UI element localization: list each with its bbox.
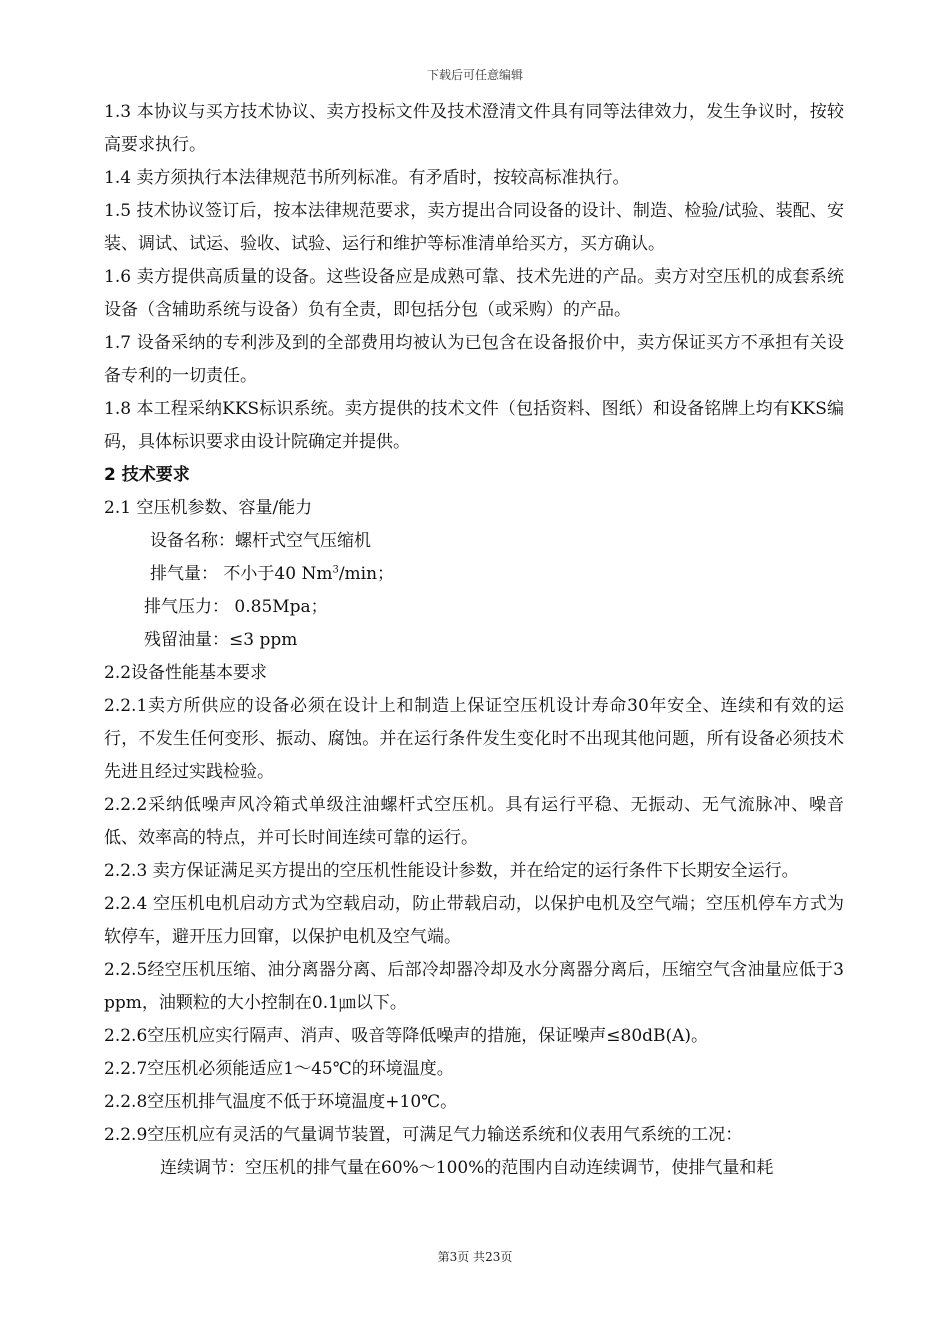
clause-1-3: 1.3 本协议与买方技术协议、卖方投标文件及技术澄清文件具有同等法律效力，发生争议时，按较高要求执行。 <box>104 102 844 155</box>
clause-1-6: 1.6 卖方提供高质量的设备。这些设备应是成熟可靠、技术先进的产品。卖方对空压机的成套系统设备（含辅助系统与设备）负有全责，即包括分包（或采购）的产品。 <box>104 267 844 320</box>
exhaust-pressure: 排气压力： 0.85Mpa； <box>144 597 328 617</box>
clause-2-2-7: 2.2.7空压机必须能适应1～45℃的环境温度。 <box>104 1059 454 1079</box>
clause-2-2-9: 2.2.9空压机应有灵活的气量调节装置，可满足气力输送系统和仪表用气系统的工况： <box>104 1125 743 1145</box>
device-name: 设备名称：螺杆式空气压缩机 <box>150 531 371 551</box>
clause-2-2-4: 2.2.4 空压机电机启动方式为空载启动，防止带载启动，以保护电机及空气端；空压机停车方式为软停车，避开压力回窜，以保护电机及空气端。 <box>104 894 844 947</box>
clause-2-2-6: 2.2.6空压机应实行隔声、消声、吸音等降低噪声的措施，保证噪声≤80dB(A)。 <box>104 1026 709 1046</box>
clause-1-8: 1.8 本工程采纳KKS标识系统。卖方提供的技术文件（包括资料、图纸）和设备铭牌上均有KKS编码，具体标识要求由设计院确定并提供。 <box>104 399 844 452</box>
clause-1-5: 1.5 技术协议签订后，按本法律规范要求，卖方提出合同设备的设计、制造、检验/试验、装配、安装、调试、试运、验收、试验、运行和维护等标准清单给买方，买方确认。 <box>104 201 844 254</box>
residual-oil: 残留油量：≤3 ppm <box>144 630 298 650</box>
continuous-regulation: 连续调节：空压机的排气量在60%～100%的范围内自动连续调节，使排气量和耗 <box>160 1158 774 1178</box>
clause-1-7: 1.7 设备采纳的专利涉及到的全部费用均被认为已包含在设备报价中，卖方保证买方不承担有关设备专利的一切责任。 <box>104 333 844 386</box>
clause-2-2-5: 2.2.5经空压机压缩、油分离器分离、后部冷却器冷却及水分离器分离后，压缩空气含油量应低于3 ppm，油颗粒的大小控制在0.1㎛以下。 <box>104 960 844 1013</box>
section-2-heading: 2 技术要求 <box>104 465 190 485</box>
clause-2-2-3: 2.2.3 卖方保证满足买方提出的空压机性能设计参数，并在给定的运行条件下长期安全运行。 <box>104 861 799 881</box>
clause-2-2: 2.2设备性能基本要求 <box>104 663 268 683</box>
page-header: 下载后可任意编辑 <box>426 68 523 82</box>
exhaust-volume-superscript: 3 <box>332 564 339 576</box>
clause-1-4: 1.4 卖方须执行本法律规范书所列标准。有矛盾时，按较高标准执行。 <box>104 168 630 188</box>
exhaust-volume-label: 排气量： 不小于40 Nm <box>150 564 333 584</box>
exhaust-volume-unit: /min； <box>338 564 395 584</box>
exhaust-volume <box>104 558 844 591</box>
document-body <box>104 96 844 1185</box>
clause-2-1: 2.1 空压机参数、容量/能力 <box>104 498 313 518</box>
clause-2-2-8: 2.2.8空压机排气温度不低于环境温度+10℃。 <box>104 1092 458 1112</box>
page-footer: 第3页 共23页 <box>437 1250 513 1264</box>
clause-2-2-2: 2.2.2采纳低噪声风冷箱式单级注油螺杆式空压机。具有运行平稳、无振动、无气流脉冲、噪音低、效率高的特点，并可长时间连续可靠的运行。 <box>104 795 844 848</box>
clause-2-2-1: 2.2.1卖方所供应的设备必须在设计上和制造上保证空压机设计寿命30年安全、连续和有效的运行，不发生任何变形、振动、腐蚀。并在运行条件发生变化时不出现其他问题，所有设备必须技术先进且经过实践检验。 <box>104 696 844 782</box>
